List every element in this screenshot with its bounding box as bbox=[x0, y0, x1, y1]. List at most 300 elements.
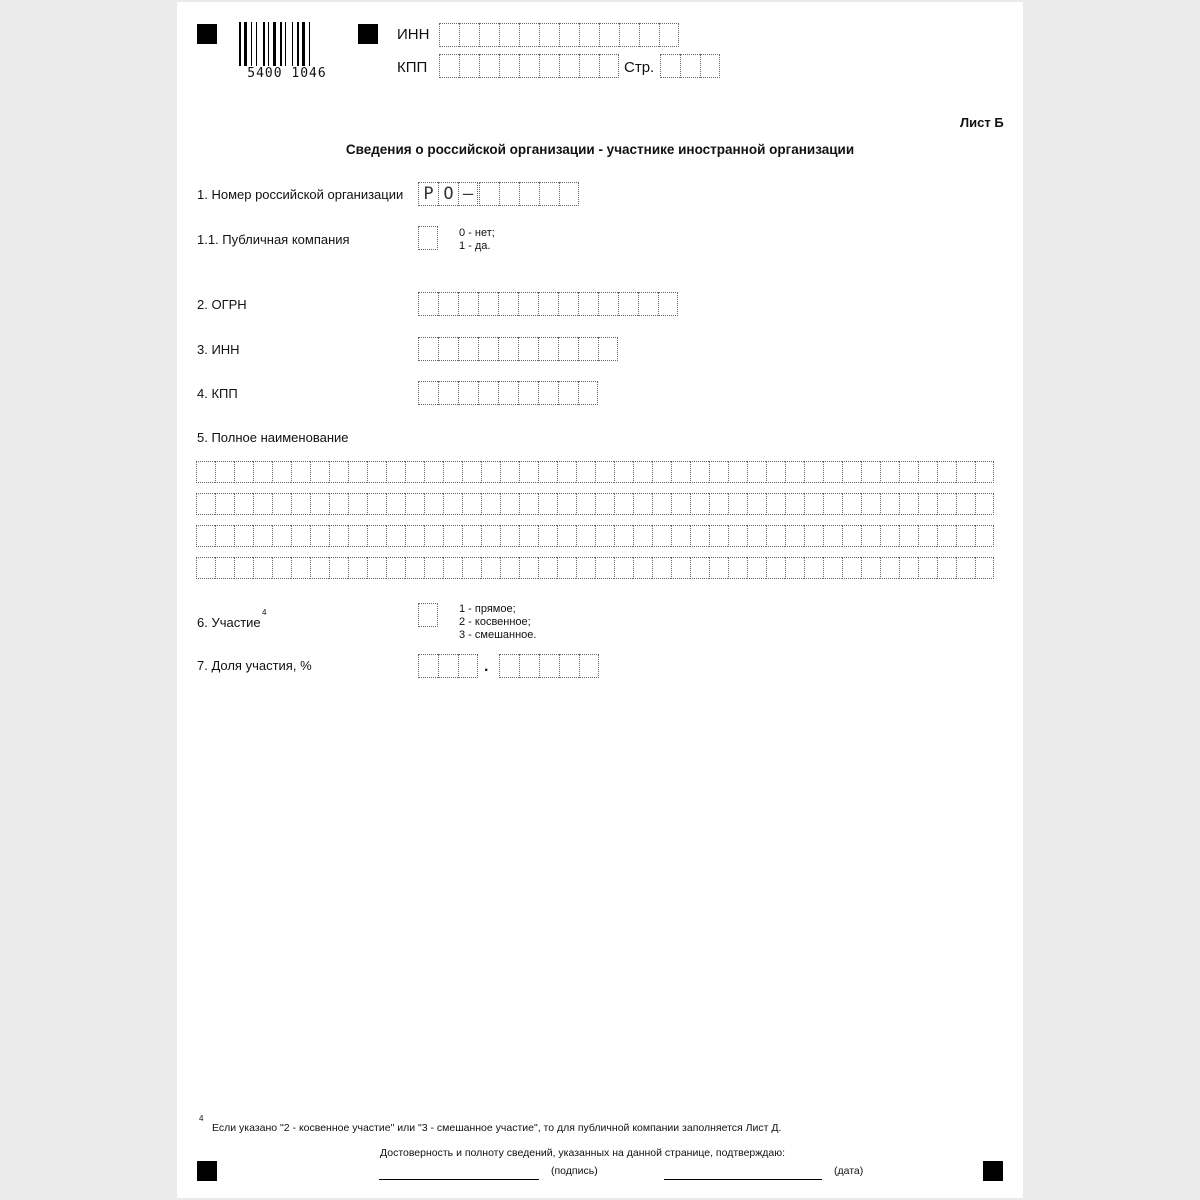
entry-cell[interactable] bbox=[659, 23, 679, 47]
entry-cell[interactable] bbox=[538, 461, 557, 483]
entry-cell[interactable] bbox=[234, 557, 253, 579]
entry-cell[interactable] bbox=[519, 557, 538, 579]
entry-cell[interactable] bbox=[937, 525, 956, 547]
entry-cell[interactable] bbox=[747, 557, 766, 579]
entry-cell[interactable] bbox=[598, 292, 618, 316]
corner-marker-top-right bbox=[358, 24, 378, 44]
participation-footnote-mark: 4 bbox=[262, 608, 267, 617]
entry-cell[interactable] bbox=[439, 54, 459, 78]
entry-cell[interactable] bbox=[880, 493, 899, 515]
entry-cell[interactable] bbox=[578, 381, 598, 405]
entry-cell[interactable] bbox=[459, 54, 479, 78]
entry-cell[interactable] bbox=[518, 337, 538, 361]
entry-cell[interactable] bbox=[291, 525, 310, 547]
entry-cell[interactable] bbox=[652, 493, 671, 515]
entry-cell[interactable] bbox=[918, 557, 937, 579]
entry-cell[interactable] bbox=[405, 525, 424, 547]
entry-cell[interactable] bbox=[310, 493, 329, 515]
org-number-prefix-cells bbox=[418, 182, 478, 206]
entry-cell[interactable] bbox=[785, 461, 804, 483]
entry-cell[interactable] bbox=[538, 557, 557, 579]
entry-cell[interactable] bbox=[462, 461, 481, 483]
date-line[interactable] bbox=[664, 1179, 822, 1180]
entry-cell[interactable] bbox=[899, 557, 918, 579]
entry-cell[interactable] bbox=[598, 337, 618, 361]
entry-cell[interactable] bbox=[499, 182, 519, 206]
entry-cell[interactable] bbox=[747, 525, 766, 547]
entry-cell[interactable] bbox=[766, 557, 785, 579]
entry-cell[interactable] bbox=[690, 557, 709, 579]
entry-cell[interactable] bbox=[478, 337, 498, 361]
footnote-mark: 4 bbox=[199, 1114, 204, 1123]
inn-label: 3. ИНН bbox=[197, 342, 240, 357]
entry-cell[interactable] bbox=[443, 557, 462, 579]
corner-marker-bottom-right bbox=[983, 1161, 1003, 1181]
entry-cell[interactable] bbox=[538, 525, 557, 547]
entry-cell[interactable] bbox=[671, 557, 690, 579]
entry-cell[interactable] bbox=[880, 461, 899, 483]
entry-cell[interactable] bbox=[538, 493, 557, 515]
entry-cell[interactable] bbox=[747, 461, 766, 483]
entry-cell[interactable] bbox=[424, 557, 443, 579]
entry-cell[interactable] bbox=[329, 493, 348, 515]
entry-cell[interactable] bbox=[599, 54, 619, 78]
entry-cell[interactable] bbox=[348, 493, 367, 515]
entry-cell[interactable] bbox=[700, 54, 720, 78]
entry-cell[interactable] bbox=[558, 337, 578, 361]
public-company-cell[interactable] bbox=[418, 226, 438, 250]
entry-cell[interactable] bbox=[880, 525, 899, 547]
entry-cell[interactable] bbox=[500, 557, 519, 579]
entry-cell[interactable] bbox=[234, 493, 253, 515]
entry-cell[interactable] bbox=[861, 493, 880, 515]
share-label: 7. Доля участия, % bbox=[197, 658, 312, 673]
entry-cell[interactable] bbox=[478, 381, 498, 405]
entry-cell[interactable] bbox=[956, 493, 975, 515]
entry-cell[interactable] bbox=[558, 292, 578, 316]
entry-cell[interactable] bbox=[937, 461, 956, 483]
entry-cell[interactable] bbox=[418, 337, 438, 361]
entry-cell[interactable] bbox=[671, 493, 690, 515]
entry-cell[interactable] bbox=[499, 23, 519, 47]
corner-marker-bottom-left bbox=[197, 1161, 217, 1181]
barcode-bar bbox=[309, 22, 310, 68]
entry-cell[interactable] bbox=[329, 461, 348, 483]
entry-cell[interactable] bbox=[766, 493, 785, 515]
entry-cell[interactable] bbox=[418, 381, 438, 405]
full-name-row[interactable] bbox=[196, 525, 994, 549]
entry-cell[interactable] bbox=[559, 654, 579, 678]
entry-cell[interactable] bbox=[439, 23, 459, 47]
entry-cell[interactable] bbox=[418, 292, 438, 316]
entry-cell[interactable] bbox=[479, 182, 499, 206]
entry-cell[interactable] bbox=[481, 557, 500, 579]
entry-cell[interactable] bbox=[804, 493, 823, 515]
entry-cell[interactable] bbox=[329, 525, 348, 547]
entry-cell[interactable] bbox=[215, 461, 234, 483]
entry-cell[interactable] bbox=[785, 557, 804, 579]
entry-cell[interactable] bbox=[899, 461, 918, 483]
entry-cell[interactable] bbox=[652, 557, 671, 579]
entry-cell[interactable] bbox=[559, 23, 579, 47]
entry-cell[interactable] bbox=[539, 654, 559, 678]
entry-cell[interactable] bbox=[918, 525, 937, 547]
kpp-cells[interactable] bbox=[418, 381, 598, 405]
entry-cell[interactable] bbox=[462, 557, 481, 579]
entry-cell[interactable] bbox=[842, 557, 861, 579]
entry-cell[interactable] bbox=[975, 525, 994, 547]
entry-cell[interactable] bbox=[291, 493, 310, 515]
entry-cell[interactable] bbox=[479, 23, 499, 47]
entry-cell[interactable] bbox=[842, 493, 861, 515]
barcode-bar bbox=[273, 22, 276, 68]
entry-cell[interactable] bbox=[519, 54, 539, 78]
barcode-bar bbox=[302, 22, 305, 68]
barcode-bar bbox=[268, 22, 269, 68]
entry-cell[interactable] bbox=[557, 461, 576, 483]
entry-cell[interactable] bbox=[842, 461, 861, 483]
entry-cell[interactable] bbox=[557, 557, 576, 579]
entry-cell[interactable] bbox=[633, 461, 652, 483]
org-number-prefix-cell: – bbox=[458, 182, 478, 206]
barcode-bars bbox=[239, 22, 335, 68]
confirmation-text: Достоверность и полноту сведений, указанных на данной странице, подтверждаю: bbox=[380, 1147, 786, 1159]
entry-cell[interactable] bbox=[956, 557, 975, 579]
entry-cell[interactable] bbox=[367, 557, 386, 579]
signature-label: (подпись) bbox=[551, 1165, 598, 1177]
entry-cell[interactable] bbox=[367, 525, 386, 547]
entry-cell[interactable] bbox=[639, 23, 659, 47]
entry-cell[interactable] bbox=[728, 525, 747, 547]
entry-cell[interactable] bbox=[348, 461, 367, 483]
entry-cell[interactable] bbox=[804, 557, 823, 579]
barcode-number: 5400 1046 bbox=[239, 66, 335, 81]
entry-cell[interactable] bbox=[538, 381, 558, 405]
entry-cell[interactable] bbox=[747, 493, 766, 515]
header-kpp-cells[interactable] bbox=[439, 54, 619, 78]
barcode-bar bbox=[251, 22, 252, 68]
entry-cell[interactable] bbox=[519, 493, 538, 515]
entry-cell[interactable] bbox=[499, 654, 519, 678]
barcode-bar bbox=[285, 22, 286, 68]
entry-cell[interactable] bbox=[519, 654, 539, 678]
public-company-options: 0 - нет; 1 - да. bbox=[459, 227, 495, 252]
entry-cell[interactable] bbox=[709, 557, 728, 579]
entry-cell[interactable] bbox=[481, 493, 500, 515]
entry-cell[interactable] bbox=[576, 493, 595, 515]
entry-cell[interactable] bbox=[975, 557, 994, 579]
entry-cell[interactable] bbox=[766, 525, 785, 547]
entry-cell[interactable] bbox=[498, 381, 518, 405]
participation-cell[interactable] bbox=[418, 603, 438, 627]
entry-cell[interactable] bbox=[652, 525, 671, 547]
entry-cell[interactable] bbox=[386, 493, 405, 515]
header-page-cells[interactable] bbox=[660, 54, 720, 78]
entry-cell[interactable] bbox=[671, 525, 690, 547]
entry-cell[interactable] bbox=[660, 54, 680, 78]
entry-cell[interactable] bbox=[614, 493, 633, 515]
entry-cell[interactable] bbox=[348, 557, 367, 579]
entry-cell[interactable] bbox=[823, 493, 842, 515]
entry-cell[interactable] bbox=[579, 23, 599, 47]
entry-cell[interactable] bbox=[438, 381, 458, 405]
entry-cell[interactable] bbox=[518, 381, 538, 405]
full-name-row[interactable] bbox=[196, 461, 994, 485]
org-number-prefix-cell: Р bbox=[418, 182, 438, 206]
entry-cell[interactable] bbox=[842, 525, 861, 547]
entry-cell[interactable] bbox=[880, 557, 899, 579]
entry-cell[interactable] bbox=[614, 557, 633, 579]
public-company-label: 1.1. Публичная компания bbox=[197, 232, 350, 247]
full-name-label: 5. Полное наименование bbox=[197, 430, 349, 445]
full-name-row[interactable] bbox=[196, 493, 994, 517]
entry-cell[interactable] bbox=[418, 603, 438, 627]
org-number-cells[interactable] bbox=[479, 182, 579, 206]
entry-cell[interactable] bbox=[728, 461, 747, 483]
entry-cell[interactable] bbox=[539, 182, 559, 206]
entry-cell[interactable] bbox=[458, 292, 478, 316]
entry-cell[interactable] bbox=[709, 493, 728, 515]
entry-cell[interactable] bbox=[538, 337, 558, 361]
entry-cell[interactable] bbox=[215, 525, 234, 547]
entry-cell[interactable] bbox=[918, 493, 937, 515]
entry-cell[interactable] bbox=[538, 292, 558, 316]
entry-cell[interactable] bbox=[424, 493, 443, 515]
entry-cell[interactable] bbox=[576, 461, 595, 483]
entry-cell[interactable] bbox=[956, 525, 975, 547]
entry-cell[interactable] bbox=[438, 654, 458, 678]
entry-cell[interactable] bbox=[418, 226, 438, 250]
barcode-bar bbox=[244, 22, 247, 68]
barcode-bar bbox=[263, 22, 265, 68]
entry-cell[interactable] bbox=[614, 461, 633, 483]
entry-cell[interactable] bbox=[253, 461, 272, 483]
entry-cell[interactable] bbox=[272, 461, 291, 483]
entry-cell[interactable] bbox=[595, 493, 614, 515]
entry-cell[interactable] bbox=[386, 557, 405, 579]
entry-cell[interactable] bbox=[539, 23, 559, 47]
entry-cell[interactable] bbox=[458, 337, 478, 361]
entry-cell[interactable] bbox=[690, 493, 709, 515]
entry-cell[interactable] bbox=[329, 557, 348, 579]
entry-cell[interactable] bbox=[861, 557, 880, 579]
entry-cell[interactable] bbox=[652, 461, 671, 483]
entry-cell[interactable] bbox=[709, 461, 728, 483]
entry-cell[interactable] bbox=[478, 292, 498, 316]
entry-cell[interactable] bbox=[595, 557, 614, 579]
entry-cell[interactable] bbox=[367, 461, 386, 483]
entry-cell[interactable] bbox=[638, 292, 658, 316]
header-inn-cells[interactable] bbox=[439, 23, 679, 47]
entry-cell[interactable] bbox=[576, 557, 595, 579]
entry-cell[interactable] bbox=[937, 493, 956, 515]
entry-cell[interactable] bbox=[405, 461, 424, 483]
entry-cell[interactable] bbox=[234, 525, 253, 547]
entry-cell[interactable] bbox=[459, 23, 479, 47]
kpp-label: 4. КПП bbox=[197, 386, 238, 401]
entry-cell[interactable] bbox=[234, 461, 253, 483]
entry-cell[interactable] bbox=[424, 525, 443, 547]
participation-label: 6. Участие bbox=[197, 615, 261, 630]
entry-cell[interactable] bbox=[519, 23, 539, 47]
ogrn-label: 2. ОГРН bbox=[197, 297, 247, 312]
entry-cell[interactable] bbox=[975, 493, 994, 515]
entry-cell[interactable] bbox=[671, 461, 690, 483]
entry-cell[interactable] bbox=[462, 493, 481, 515]
entry-cell[interactable] bbox=[253, 557, 272, 579]
entry-cell[interactable] bbox=[310, 557, 329, 579]
entry-cell[interactable] bbox=[709, 525, 728, 547]
org-number-label: 1. Номер российской организации bbox=[197, 187, 404, 202]
entry-cell[interactable] bbox=[559, 182, 579, 206]
entry-cell[interactable] bbox=[196, 493, 215, 515]
entry-cell[interactable] bbox=[500, 493, 519, 515]
entry-cell[interactable] bbox=[438, 337, 458, 361]
entry-cell[interactable] bbox=[498, 337, 518, 361]
entry-cell[interactable] bbox=[291, 461, 310, 483]
entry-cell[interactable] bbox=[785, 493, 804, 515]
entry-cell[interactable] bbox=[518, 292, 538, 316]
entry-cell[interactable] bbox=[690, 461, 709, 483]
entry-cell[interactable] bbox=[899, 493, 918, 515]
barcode-bar bbox=[280, 22, 282, 68]
entry-cell[interactable] bbox=[500, 461, 519, 483]
entry-cell[interactable] bbox=[899, 525, 918, 547]
entry-cell[interactable] bbox=[215, 493, 234, 515]
entry-cell[interactable] bbox=[579, 654, 599, 678]
entry-cell[interactable] bbox=[861, 461, 880, 483]
barcode bbox=[239, 22, 335, 80]
entry-cell[interactable] bbox=[618, 292, 638, 316]
full-name-row[interactable] bbox=[196, 557, 994, 581]
entry-cell[interactable] bbox=[253, 493, 272, 515]
entry-cell[interactable] bbox=[557, 493, 576, 515]
entry-cell[interactable] bbox=[690, 525, 709, 547]
entry-cell[interactable] bbox=[424, 461, 443, 483]
entry-cell[interactable] bbox=[728, 557, 747, 579]
entry-cell[interactable] bbox=[272, 557, 291, 579]
entry-cell[interactable] bbox=[680, 54, 700, 78]
entry-cell[interactable] bbox=[310, 525, 329, 547]
entry-cell[interactable] bbox=[619, 23, 639, 47]
entry-cell[interactable] bbox=[823, 525, 842, 547]
entry-cell[interactable] bbox=[443, 493, 462, 515]
entry-cell[interactable] bbox=[633, 525, 652, 547]
entry-cell[interactable] bbox=[578, 337, 598, 361]
share-decimal-separator: . bbox=[484, 658, 489, 675]
entry-cell[interactable] bbox=[956, 461, 975, 483]
ogrn-cells[interactable] bbox=[418, 292, 678, 316]
entry-cell[interactable] bbox=[481, 461, 500, 483]
entry-cell[interactable] bbox=[348, 525, 367, 547]
entry-cell[interactable] bbox=[196, 525, 215, 547]
share-integer-cells[interactable] bbox=[418, 654, 478, 678]
signature-line[interactable] bbox=[379, 1179, 539, 1180]
entry-cell[interactable] bbox=[519, 525, 538, 547]
barcode-bar bbox=[256, 22, 257, 68]
share-fraction-cells[interactable] bbox=[499, 654, 599, 678]
entry-cell[interactable] bbox=[558, 381, 578, 405]
header-kpp-label: КПП bbox=[397, 59, 428, 76]
entry-cell[interactable] bbox=[599, 23, 619, 47]
entry-cell[interactable] bbox=[405, 493, 424, 515]
entry-cell[interactable] bbox=[823, 461, 842, 483]
entry-cell[interactable] bbox=[386, 461, 405, 483]
entry-cell[interactable] bbox=[405, 557, 424, 579]
entry-cell[interactable] bbox=[196, 461, 215, 483]
entry-cell[interactable] bbox=[481, 525, 500, 547]
entry-cell[interactable] bbox=[804, 525, 823, 547]
entry-cell[interactable] bbox=[498, 292, 518, 316]
entry-cell[interactable] bbox=[418, 654, 438, 678]
entry-cell[interactable] bbox=[479, 54, 499, 78]
entry-cell[interactable] bbox=[728, 493, 747, 515]
entry-cell[interactable] bbox=[539, 54, 559, 78]
entry-cell[interactable] bbox=[823, 557, 842, 579]
entry-cell[interactable] bbox=[595, 461, 614, 483]
entry-cell[interactable] bbox=[918, 461, 937, 483]
entry-cell[interactable] bbox=[310, 461, 329, 483]
entry-cell[interactable] bbox=[576, 525, 595, 547]
footnote-text: Если указано "2 - косвенное участие" или "3 - смешанное участие", то для публичной компании заполняется Лист Д. bbox=[212, 1122, 782, 1134]
entry-cell[interactable] bbox=[785, 525, 804, 547]
entry-cell[interactable] bbox=[443, 461, 462, 483]
entry-cell[interactable] bbox=[614, 525, 633, 547]
sheet-label: Лист Б bbox=[960, 115, 1004, 130]
entry-cell[interactable] bbox=[519, 182, 539, 206]
entry-cell[interactable] bbox=[215, 557, 234, 579]
entry-cell[interactable] bbox=[272, 493, 291, 515]
participation-options: 1 - прямое; 2 - косвенное; 3 - смешанное. bbox=[459, 603, 537, 641]
date-label: (дата) bbox=[834, 1165, 864, 1177]
entry-cell[interactable] bbox=[937, 557, 956, 579]
entry-cell[interactable] bbox=[861, 525, 880, 547]
entry-cell[interactable] bbox=[559, 54, 579, 78]
entry-cell[interactable] bbox=[272, 525, 291, 547]
entry-cell[interactable] bbox=[804, 461, 823, 483]
entry-cell[interactable] bbox=[458, 381, 478, 405]
header-inn-label: ИНН bbox=[397, 26, 430, 43]
barcode-bar bbox=[292, 22, 293, 68]
entry-cell[interactable] bbox=[438, 292, 458, 316]
entry-cell[interactable] bbox=[196, 557, 215, 579]
entry-cell[interactable] bbox=[386, 525, 405, 547]
entry-cell[interactable] bbox=[579, 54, 599, 78]
entry-cell[interactable] bbox=[443, 525, 462, 547]
inn-cells[interactable] bbox=[418, 337, 618, 361]
entry-cell[interactable] bbox=[458, 654, 478, 678]
entry-cell[interactable] bbox=[253, 525, 272, 547]
entry-cell[interactable] bbox=[291, 557, 310, 579]
entry-cell[interactable] bbox=[578, 292, 598, 316]
entry-cell[interactable] bbox=[500, 525, 519, 547]
entry-cell[interactable] bbox=[595, 525, 614, 547]
form-title: Сведения о российской организации - участнике иностранной организации bbox=[345, 142, 855, 157]
barcode-bar bbox=[239, 22, 241, 68]
entry-cell[interactable] bbox=[633, 493, 652, 515]
entry-cell[interactable] bbox=[975, 461, 994, 483]
entry-cell[interactable] bbox=[766, 461, 785, 483]
entry-cell[interactable] bbox=[367, 493, 386, 515]
entry-cell[interactable] bbox=[633, 557, 652, 579]
entry-cell[interactable] bbox=[519, 461, 538, 483]
entry-cell[interactable] bbox=[462, 525, 481, 547]
entry-cell[interactable] bbox=[658, 292, 678, 316]
entry-cell[interactable] bbox=[499, 54, 519, 78]
barcode-bar bbox=[297, 22, 299, 68]
org-number-prefix-cell: О bbox=[438, 182, 458, 206]
entry-cell[interactable] bbox=[557, 525, 576, 547]
